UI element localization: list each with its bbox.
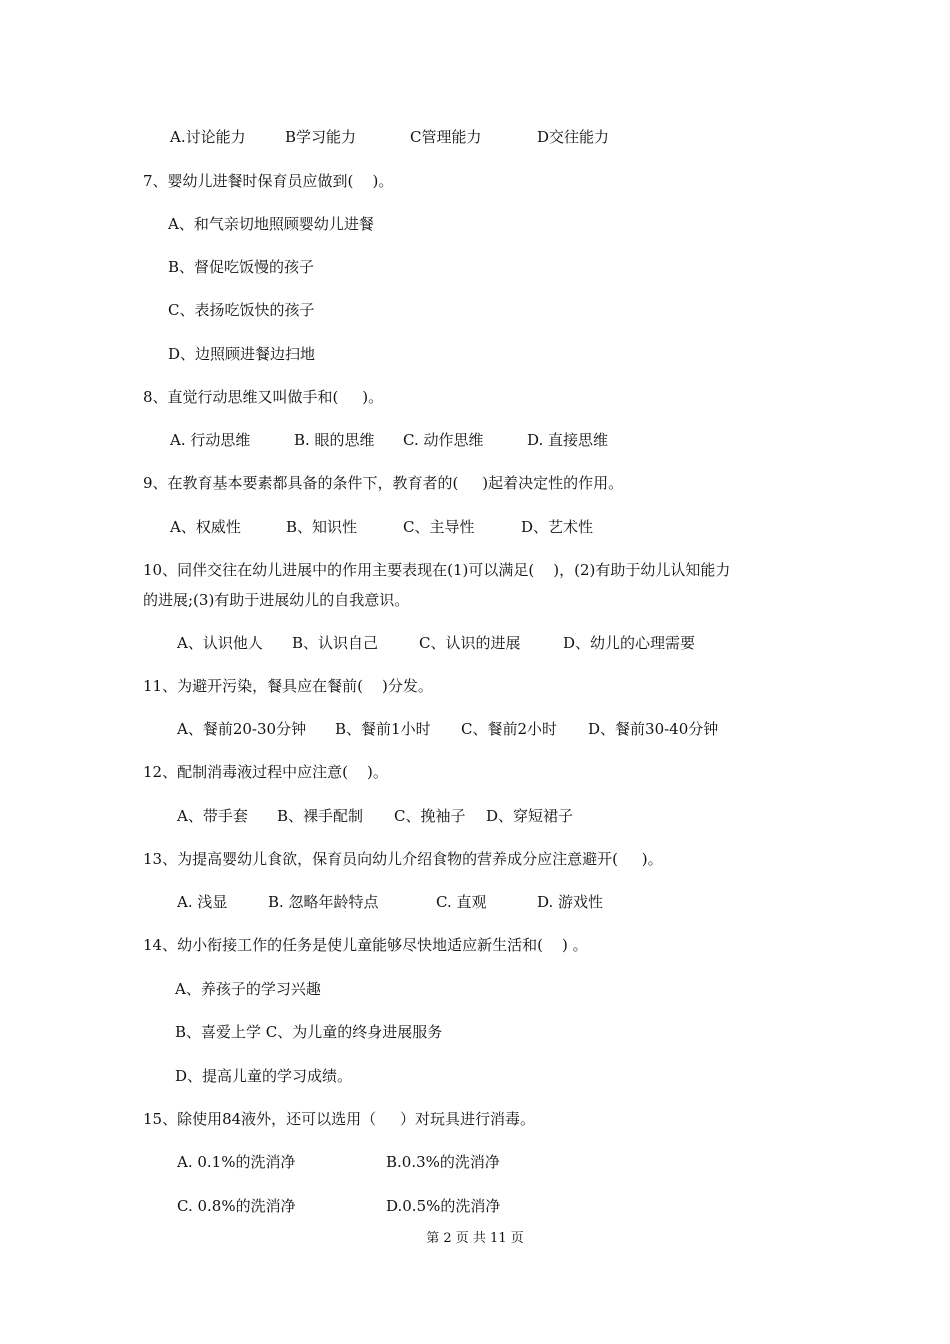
q6-option-c: C管理能力 <box>410 128 482 146</box>
question-14-option-a: A、养孩子的学习兴趣 <box>175 980 321 998</box>
question-13-stem: 13、为提高婴幼儿食欲，保育员向幼儿介绍食物的营养成分应注意避开( )。 <box>143 850 663 868</box>
q6-option-a: A.讨论能力 <box>170 128 246 146</box>
question-11-option-d: D、餐前30-40分钟 <box>588 720 719 738</box>
question-7-option-c: C、表扬吃饭快的孩子 <box>168 301 315 319</box>
question-7-option-b: B、督促吃饭慢的孩子 <box>168 258 315 276</box>
question-15-option-c: C. 0.8%的洗消净 <box>177 1197 296 1215</box>
question-10-stem-line-1: 10、同伴交往在幼儿进展中的作用主要表现在(1)可以满足( )，(2)有助于幼儿认知能力 <box>143 561 731 579</box>
question-8-option-d: D. 直接思维 <box>527 431 609 449</box>
q6-option-d: D交往能力 <box>537 128 610 146</box>
question-10-option-b: B、认识自己 <box>292 634 379 652</box>
question-8-option-a: A. 行动思维 <box>170 431 251 449</box>
question-12-option-a: A、带手套 <box>177 807 248 825</box>
question-12-option-c: C、挽袖子 <box>394 807 466 825</box>
question-15-option-d: D.0.5%的洗消净 <box>386 1197 501 1215</box>
question-14-stem: 14、幼小衔接工作的任务是使儿童能够尽快地适应新生活和( ) 。 <box>143 936 588 954</box>
question-12-option-d: D、穿短裙子 <box>486 807 574 825</box>
question-13-option-d: D. 游戏性 <box>537 893 604 911</box>
question-11-stem: 11、为避开污染，餐具应在餐前( )分发。 <box>143 677 433 695</box>
question-11-option-b: B、餐前1小时 <box>335 720 431 738</box>
question-7-option-a: A、和气亲切地照顾婴幼儿进餐 <box>168 215 374 233</box>
question-10-stem-line-2: 的进展;(3)有助于进展幼儿的自我意识。 <box>143 591 410 609</box>
question-10-option-c: C、认识的进展 <box>419 634 521 652</box>
question-9-option-d: D、艺术性 <box>521 518 594 536</box>
page-number-footer: 第 2 页 共 11 页 <box>426 1231 524 1246</box>
question-9-stem: 9、在教育基本要素都具备的条件下，教育者的( )起着决定性的作用。 <box>143 474 624 492</box>
question-10-option-a: A、认识他人 <box>177 634 263 652</box>
question-15-option-a: A. 0.1%的洗消净 <box>177 1153 296 1171</box>
question-11-option-a: A、餐前20-30分钟 <box>177 720 307 738</box>
question-12-option-b: B、裸手配制 <box>277 807 364 825</box>
question-13-option-c: C. 直观 <box>436 893 487 911</box>
question-8-option-b: B. 眼的思维 <box>294 431 375 449</box>
question-12-stem: 12、配制消毒液过程中应注意( )。 <box>143 763 388 781</box>
question-9-option-c: C、主导性 <box>403 518 475 536</box>
question-13-option-b: B. 忽略年龄特点 <box>268 893 379 911</box>
q6-option-b: B学习能力 <box>285 128 357 146</box>
question-8-option-c: C. 动作思维 <box>403 431 484 449</box>
question-9-option-b: B、知识性 <box>286 518 358 536</box>
question-9-option-a: A、权威性 <box>170 518 241 536</box>
question-15-option-b: B.0.3%的洗消净 <box>386 1153 500 1171</box>
question-14-option-b-c: B、喜爱上学 C、为儿童的终身进展服务 <box>175 1023 443 1041</box>
question-15-stem: 15、除使用84液外，还可以选用（ ）对玩具进行消毒。 <box>143 1110 536 1128</box>
question-10-option-d: D、幼儿的心理需要 <box>563 634 696 652</box>
question-14-option-d: D、提高儿童的学习成绩。 <box>175 1067 353 1085</box>
question-13-option-a: A. 浅显 <box>177 893 228 911</box>
question-8-stem: 8、直觉行动思维又叫做手和( )。 <box>143 388 384 406</box>
question-7-option-d: D、边照顾进餐边扫地 <box>168 345 316 363</box>
question-11-option-c: C、餐前2小时 <box>461 720 558 738</box>
question-7-stem: 7、婴幼儿进餐时保育员应做到( )。 <box>143 172 394 190</box>
